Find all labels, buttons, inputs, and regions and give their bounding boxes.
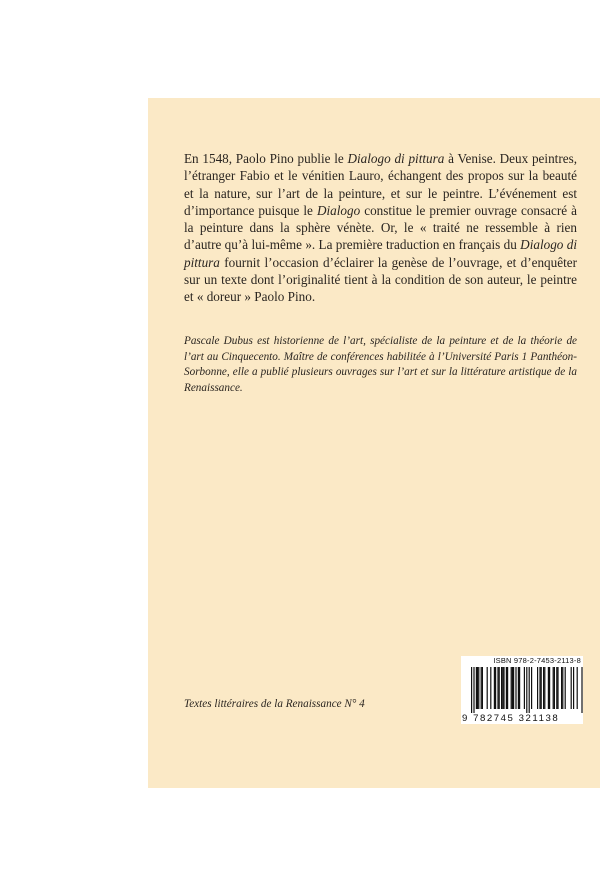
barcode-bar bbox=[502, 667, 503, 709]
author-bio-text: Pascale Dubus est historienne de l’art, spécialiste de la peinture et de la théorie de l’art au Cinquecento. Maître de conférences habilitée à l’Université Paris 1 Panthéon-Sorbonne, elle a publié plusieurs ouvrages sur l’art et sur la littérature artistique de la Renaissance. bbox=[184, 335, 577, 394]
summary-text-segment: fournit l’occasion d’éclairer la genèse de l’ouvrage, et d’enquêter sur un texte dont l’originalité tient à la condition de son auteur, le peintre et « doreur » Paolo Pino. bbox=[184, 254, 577, 305]
barcode-bar bbox=[507, 667, 508, 709]
barcode-bar bbox=[561, 667, 562, 709]
barcode-bar bbox=[562, 667, 563, 709]
barcode-bar bbox=[529, 667, 530, 713]
barcode-bar bbox=[471, 667, 472, 713]
summary-paragraph bbox=[184, 150, 577, 306]
barcode-bar bbox=[476, 667, 477, 709]
barcode-bar bbox=[513, 667, 514, 709]
barcode-bar bbox=[511, 667, 512, 709]
barcode-digits: 9 782745 321138 bbox=[462, 713, 560, 724]
summary-italic-title: Dialogo di pittura bbox=[184, 237, 577, 270]
barcode-bar bbox=[573, 667, 574, 709]
barcode-bar bbox=[518, 667, 519, 709]
isbn-barcode bbox=[461, 656, 583, 724]
barcode-bar bbox=[541, 667, 542, 709]
barcode-bar bbox=[531, 667, 532, 709]
summary-text-segment: à Venise. Deux peintres, l’étranger Fabio et le vénitien Lauro, échangent des propos sur la beauté et la nature, sur l’art de la peinture, et sur le peintre. L’événement est d’importance puisque le bbox=[184, 151, 577, 218]
barcode-bar bbox=[556, 667, 557, 709]
barcode-bar bbox=[565, 667, 566, 709]
barcode-bar bbox=[581, 667, 582, 713]
barcode-bar bbox=[501, 667, 502, 709]
barcode-bar bbox=[515, 667, 516, 709]
summary-text-segment: En 1548, Paolo Pino publie le bbox=[184, 151, 348, 166]
barcode-bar bbox=[549, 667, 550, 709]
barcode-bar bbox=[487, 667, 488, 709]
barcode-bar bbox=[482, 667, 483, 709]
barcode-bar bbox=[548, 667, 549, 709]
barcode-bar bbox=[478, 667, 479, 709]
barcode-bar bbox=[519, 667, 520, 709]
barcode-bar bbox=[481, 667, 482, 709]
barcode-bar bbox=[512, 667, 513, 709]
book-summary bbox=[184, 150, 577, 306]
barcode-bar bbox=[477, 667, 478, 709]
series-title: Textes littéraires de la Renaissance N° 4 bbox=[184, 698, 365, 710]
summary-italic-title: Dialogo bbox=[316, 202, 361, 218]
barcode-bar bbox=[524, 667, 525, 709]
isbn-label: ISBN 978-2-7453-2113-8 bbox=[493, 656, 581, 665]
barcode-bar bbox=[544, 667, 545, 709]
barcode-bar bbox=[497, 667, 498, 709]
barcode-bar bbox=[494, 667, 495, 709]
barcode-bar bbox=[503, 667, 504, 709]
author-bio bbox=[184, 334, 577, 396]
barcode-bar bbox=[526, 667, 527, 713]
barcode-bar bbox=[539, 667, 540, 709]
barcode-bar bbox=[571, 667, 572, 709]
barcode-bar bbox=[495, 667, 496, 709]
barcode-bar bbox=[577, 667, 578, 709]
summary-text-segment: constitue le premier ouvrage consacré à la peinture dans la sphère vénète. Or, le « traité ne ressemble à rien d’autre qu’à lui-même ». La première traduction en français du bbox=[184, 202, 577, 253]
summary-italic-title: Dialogo di pittura bbox=[347, 151, 445, 166]
barcode-bar bbox=[543, 667, 544, 709]
barcode-bar bbox=[553, 667, 554, 709]
barcode-bars bbox=[461, 667, 583, 713]
barcode-bar bbox=[473, 667, 474, 713]
barcode-bar bbox=[557, 667, 558, 709]
barcode-bar bbox=[554, 667, 555, 709]
barcode-bar bbox=[499, 667, 500, 709]
barcode-bar bbox=[506, 667, 507, 709]
barcode-bar bbox=[490, 667, 491, 709]
barcode-bar bbox=[537, 667, 538, 709]
